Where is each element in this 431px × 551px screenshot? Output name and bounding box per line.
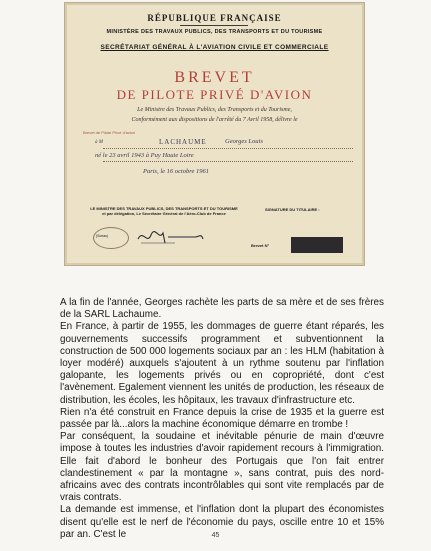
handwritten-signature — [135, 225, 205, 249]
brevet-label: Brevet de Pilote Privé d'avion — [83, 130, 136, 135]
redacted-number-block — [291, 237, 343, 253]
place-date: Paris, le 16 octobre 1961 — [143, 168, 210, 175]
page-number: 45 — [211, 532, 220, 539]
secretariat-line: SECRÉTARIAT GÉNÉRAL À L'AVIATION CIVILE ET COMMERCIALE — [100, 44, 329, 51]
dotted-line — [103, 161, 353, 162]
certificate-subtitle: DE PILOTE PRIVÉ D'AVION — [116, 87, 313, 102]
paragraph: Rien n'a été construit en France depuis la crise de 1935 et la guerre est passée par là...alors la machine économique démarre en trombe ! — [60, 406, 384, 431]
heading-rule — [180, 25, 248, 26]
official-seal — [93, 227, 129, 249]
paragraph: A la fin de l'année, Georges rachète les parts de sa mère et de ses frères de la SARL Lachaume. — [60, 297, 384, 321]
brevet-number-label: Brevet N° — [251, 243, 270, 248]
holder-signature-label: SIGNATURE DU TITULAIRE : — [265, 207, 320, 212]
birth-line: né le 23 avril 1943 à Puy Haute Loire — [95, 152, 194, 159]
pilot-license-certificate-photo — [64, 2, 365, 266]
paragraph: Par conséquent, la soudaine et inévitable pénurie de main d'œuvre impose à toutes les industries d'avoir rapidement recours à l'immigration. Elle fait d'abord le bonheur des Portugais que l'on fait entrer clandestinement « par la montagne », sans contrat, puis des nord-africains avec des contrats incontrôlables qui sont vite remplacés par de vrais contrats. — [60, 431, 384, 504]
ministre-statement: Le Ministre des Travaux Publics, des Transports et du Tourisme, — [137, 107, 292, 113]
paragraph: La demande est immense, et l'inflation dont la plupart des économistes disent qu'elle est le nerf de l'économie du pays, oscille entre 10 et 15% par an. C'est le — [60, 504, 384, 540]
holder-name: LACHAUME — [159, 138, 207, 146]
holder-prefix: à M — [95, 140, 103, 145]
dotted-line — [103, 148, 353, 149]
republic-heading: RÉPUBLIQUE FRANÇAISE — [147, 13, 282, 23]
signatory-block: LE MINISTRE DES TRAVAUX PUBLICS, DES TRANSPORTS ET DU TOURISME et par délégation, Le Secrétaire Général de l'Aéro-Club de France — [90, 206, 238, 216]
certificate-title: BREVET — [174, 69, 255, 86]
ministry-line: MINISTÈRE DES TRAVAUX PUBLICS, DES TRANSPORTS ET DU TOURISME — [106, 29, 323, 35]
holder-firstnames: Georges Louis — [225, 138, 263, 145]
conformement-statement: Conformément aux dispositions de l'arrêté du 7 Avril 1958, délivre le — [131, 117, 298, 123]
paragraph: En France, à partir de 1955, les dommages de guerre étant réparés, les gouvernements successifs programment et subventionnent la construction de 500 000 logements sociaux par an : les HLM (habitation à loyer modéré) auxquels s'ajoutent à un rythme soutenu par l'inflation galopante, les logements privés ou en copropriété, dont c'est l'avènement. Egalement viennent les unités de production, les réseaux de distribution, les écoles, les hôpitaux, les travaux d'infrastructure etc. — [60, 321, 384, 406]
body-text — [60, 297, 384, 541]
seal-label: (Sceau) — [96, 234, 109, 238]
